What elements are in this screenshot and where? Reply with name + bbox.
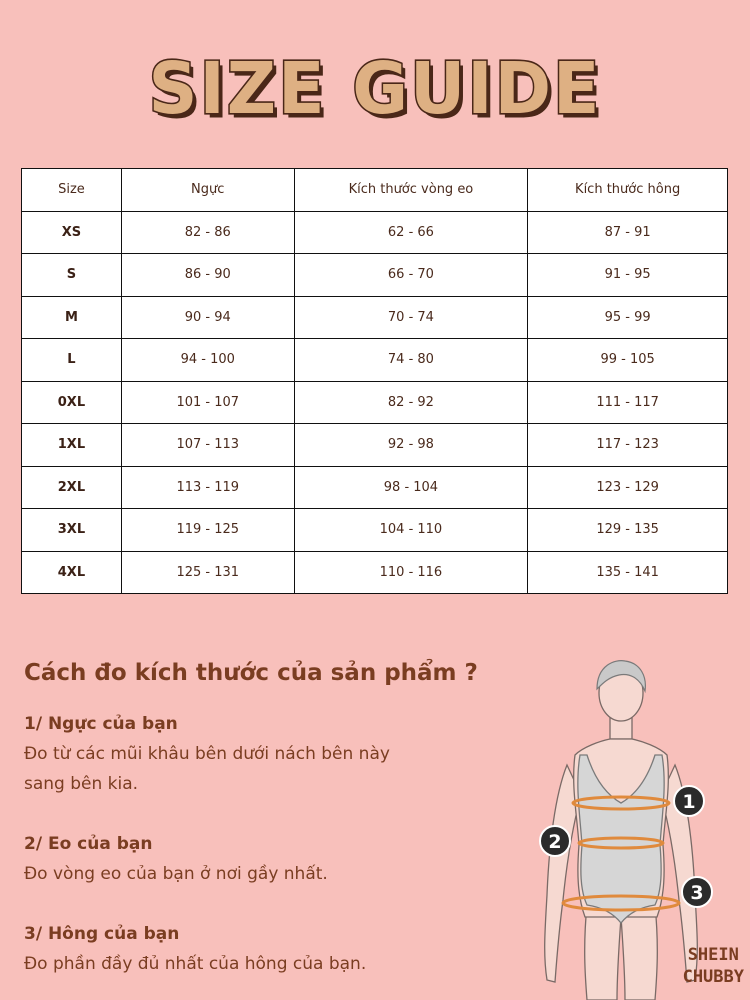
size-cell: 3XL <box>22 509 122 552</box>
bust-text-line: Đo từ các mũi khâu bên dưới nách bên này <box>24 744 390 764</box>
marker-3 <box>682 877 712 907</box>
bust-cell: 90 - 94 <box>121 296 294 339</box>
waist-cell: 92 - 98 <box>294 424 528 467</box>
svg-text:1: 1 <box>682 791 696 813</box>
hip-cell: 123 - 129 <box>528 466 728 509</box>
bust-cell: 82 - 86 <box>121 211 294 254</box>
table-row <box>22 551 728 594</box>
bust-cell: 119 - 125 <box>121 509 294 552</box>
bust-cell: 107 - 113 <box>121 424 294 467</box>
marker-2 <box>540 826 570 856</box>
waist-cell: 70 - 74 <box>294 296 528 339</box>
marker-1 <box>674 786 704 816</box>
size-table <box>21 168 728 594</box>
measure-guide-title: Cách đo kích thước của sản phẩm ? <box>24 660 478 686</box>
header-bust: Ngực <box>121 169 294 212</box>
table-row <box>22 211 728 254</box>
waist-cell: 82 - 92 <box>294 381 528 424</box>
bust-heading: 1/ Ngực của bạn <box>24 714 178 734</box>
waist-cell: 66 - 70 <box>294 254 528 297</box>
table-row <box>22 466 728 509</box>
table-header-row <box>22 169 728 212</box>
svg-text:3: 3 <box>690 882 704 904</box>
header-waist: Kích thước vòng eo <box>294 169 528 212</box>
bust-cell: 86 - 90 <box>121 254 294 297</box>
brand-line: SHEIN <box>687 945 739 965</box>
bust-instructions <box>24 709 390 799</box>
svg-text:2: 2 <box>548 831 562 853</box>
size-cell: S <box>22 254 122 297</box>
hip-cell: 91 - 95 <box>528 254 728 297</box>
head <box>597 661 645 721</box>
hip-cell: 129 - 135 <box>528 509 728 552</box>
size-cell: 0XL <box>22 381 122 424</box>
table-row <box>22 254 728 297</box>
waist-cell: 104 - 110 <box>294 509 528 552</box>
table-row <box>22 381 728 424</box>
waist-cell: 98 - 104 <box>294 466 528 509</box>
table-row <box>22 509 728 552</box>
bust-text-line: sang bên kia. <box>24 774 139 794</box>
page-title: SIZE GUIDE <box>148 48 602 131</box>
waist-cell: 74 - 80 <box>294 339 528 382</box>
table-row <box>22 424 728 467</box>
size-cell: 4XL <box>22 551 122 594</box>
waist-instructions <box>24 829 328 889</box>
waist-heading: 2/ Eo của bạn <box>24 834 153 854</box>
bust-cell: 101 - 107 <box>121 381 294 424</box>
waist-text-line: Đo vòng eo của bạn ở nơi gầy nhất. <box>24 864 328 884</box>
table-row <box>22 339 728 382</box>
size-cell: 2XL <box>22 466 122 509</box>
size-cell: 1XL <box>22 424 122 467</box>
waist-cell: 62 - 66 <box>294 211 528 254</box>
brand-logo <box>683 944 744 988</box>
header-size: Size <box>22 169 122 212</box>
header-hip: Kích thước hông <box>528 169 728 212</box>
hip-instructions <box>24 919 366 979</box>
size-cell: XS <box>22 211 122 254</box>
table-row <box>22 296 728 339</box>
hip-cell: 111 - 117 <box>528 381 728 424</box>
hip-cell: 117 - 123 <box>528 424 728 467</box>
waist-cell: 110 - 116 <box>294 551 528 594</box>
hip-text-line: Đo phần đầy đủ nhất của hông của bạn. <box>24 954 367 974</box>
brand-line: CHUBBY <box>682 967 744 987</box>
bust-cell: 113 - 119 <box>121 466 294 509</box>
hip-cell: 135 - 141 <box>528 551 728 594</box>
size-cell: L <box>22 339 122 382</box>
bust-cell: 94 - 100 <box>121 339 294 382</box>
size-cell: M <box>22 296 122 339</box>
bust-cell: 125 - 131 <box>121 551 294 594</box>
hip-heading: 3/ Hông của bạn <box>24 924 180 944</box>
hip-cell: 87 - 91 <box>528 211 728 254</box>
hip-cell: 95 - 99 <box>528 296 728 339</box>
hip-cell: 99 - 105 <box>528 339 728 382</box>
